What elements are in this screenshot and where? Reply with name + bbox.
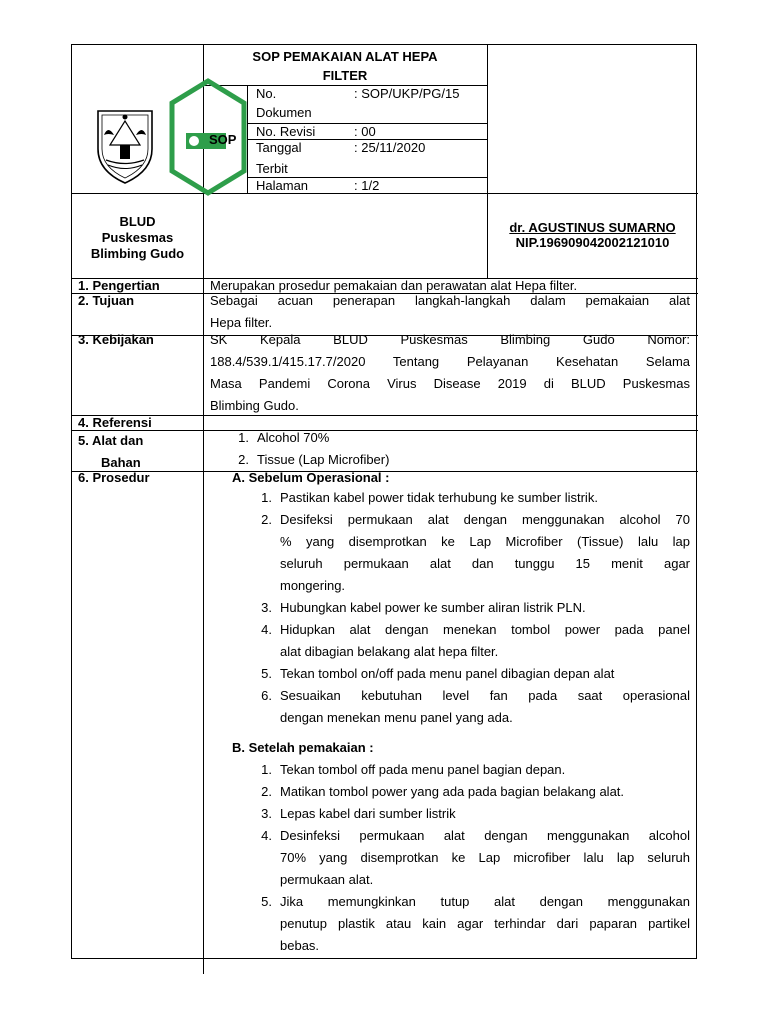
list-item: 1. Tekan tombol off pada menu panel bagian depan. xyxy=(261,762,566,777)
signer-block xyxy=(487,220,698,250)
list-item: 2. Tissue (Lap Microfiber) xyxy=(238,452,390,467)
sop-document: SOP SOP PEMAKAIAN ALAT HEPA FILTER No. Dokumen : SOP/UKP/PG/15 No. Revisi : 00 Tanggal Terbit : 25/11/2020 Halaman : 1/2 BLUD Puskesmas Blimbing Gudo dr. AGUSTINUS SUMARNO NIP.196909042002121010 1. Pengertian 2. Tujuan 3. Kebijakan 4. Referensi 5. Alat dan Bahan 6. Prosedur Merupakan prosedur pemakaian dan perawatan alat Hepa filter. Sebagai acuan penerapan langkah-langkah dalam pemakaian alat Hepa filter. SK Kepala BLUD Puskesmas Blimbing Gudo Nomor: 188.4/539.1/415.17.7/2020 Tentang Pelayanan Kesehatan Selama Masa Pandemi Corona Virus Disease 2019 di BLUD Puskesmas Blimbing Gudo. 1. Alcohol 70% 2. Tissue (Lap Microfiber) A. Sebelum Operasional : 1. Pastikan kabel power tidak terhubung ke sumber listrik. 2. Desifeksi permukaan alat dengan menggunakan alcohol 70 % yang disemprotkan ke Lap Microfiber (Tissue) lalu lap seluruh permukaan alat dan tunggu 15 menit agar mongering. 3. Hubungkan kabel power ke sumber aliran listrik PLN. 4. Hidupkan alat dengan menekan tombol power pada panel alat dibagian belakang alat hepa filter. 5. Tekan tombol on/off pada menu panel dibagian depan alat 6. Sesuaikan kebutuhan level fan pada saat operasional dengan menekan menu panel yang ada. B. Setelah pemakaian : 1. Tekan tombol off pada menu panel bagian depan. 2. Matikan tombol power yang ada pada bagian belakang alat. 3. Lepas kabel dari sumber listrik 4. Desinfeksi permukaan alat dengan menggunakan alcohol 70% yang disemprotkan ke Lap microfiber lalu lap seluruh permukaan alat. 5. Jika memungkinkan tutup alat dengan menggunakan penutup plastik atau kain agar terhindar dari paparan partikel bebas. xyxy=(71,44,697,959)
list-item: 2. Matikan tombol power yang ada pada bagian belakang alat. xyxy=(261,784,625,799)
list-item: 4. Hidupkan alat dengan menekan tombol power pada panel alat dibagian belakang alat hepa filter. xyxy=(261,622,690,659)
label-prosedur: 6. Prosedur xyxy=(78,470,150,485)
text-pengertian: Merupakan prosedur pemakaian dan perawatan alat Hepa filter. xyxy=(210,278,578,293)
list-sebelum-operasional xyxy=(252,487,690,729)
list-item: 6. Sesuaikan kebutuhan level fan pada saat operasional dengan menekan menu panel yang ada. xyxy=(261,688,690,725)
organization-name: BLUD Puskesmas Blimbing Gudo xyxy=(90,214,185,261)
list-item: 1. Pastikan kabel power tidak terhubung ke sumber listrik. xyxy=(261,490,598,505)
text-kebijakan: SK Kepala BLUD Puskesmas Blimbing Gudo Nomor: 188.4/539.1/415.17.7/2020 Tentang Pelayanan Kesehatan Selama Masa Pandemi Corona Virus Disease 2019 di BLUD Puskesmas Blimbing Gudo. xyxy=(210,332,690,413)
list-item: 3. Hubungkan kabel power ke sumber aliran listrik PLN. xyxy=(261,600,586,615)
list-item: 4. Desinfeksi permukaan alat dengan menggunakan alcohol 70% yang disemprotkan ke Lap microfiber lalu lap seluruh permukaan alat. xyxy=(261,828,690,887)
label-tujuan: 2. Tujuan xyxy=(78,293,135,308)
list-item: 5. Jika memungkinkan tutup alat dengan menggunakan penutup plastik atau kain agar terhindar dari paparan partikel bebas. xyxy=(261,894,690,953)
text-tujuan: Sebagai acuan penerapan langkah-langkah dalam pemakaian alat Hepa filter. xyxy=(210,293,690,330)
label-alat-bahan: 5. Alat dan Bahan xyxy=(78,433,144,470)
list-item: 2. Desifeksi permukaan alat dengan menggunakan alcohol 70 % yang disemprotkan ke Lap Microfiber (Tissue) lalu lap seluruh permukaan alat dan tunggu 15 menit agar mongering. xyxy=(261,512,690,593)
label-kebijakan: 3. Kebijakan xyxy=(78,332,154,347)
heading-sebelum-operasional: A. Sebelum Operasional : xyxy=(232,470,390,485)
signer-nip: NIP.196909042002121010 xyxy=(515,235,670,250)
label-referensi: 4. Referensi xyxy=(78,415,152,430)
list-item: 3. Lepas kabel dari sumber listrik xyxy=(261,806,456,821)
list-item: 5. Tekan tombol on/off pada menu panel dibagian depan alat xyxy=(261,666,615,681)
label-pengertian: 1. Pengertian xyxy=(78,278,160,293)
heading-setelah-pemakaian: B. Setelah pemakaian : xyxy=(232,740,374,755)
sop-label: SOP xyxy=(209,132,237,147)
list-setelah-pemakaian xyxy=(252,759,690,957)
regional-emblem-logo xyxy=(90,105,160,185)
list-item: 1. Alcohol 70% xyxy=(238,430,330,445)
list-alat-bahan xyxy=(210,427,690,471)
signer-name: dr. AGUSTINUS SUMARNO xyxy=(509,220,676,235)
page-title: SOP PEMAKAIAN ALAT HEPA FILTER xyxy=(252,49,438,83)
